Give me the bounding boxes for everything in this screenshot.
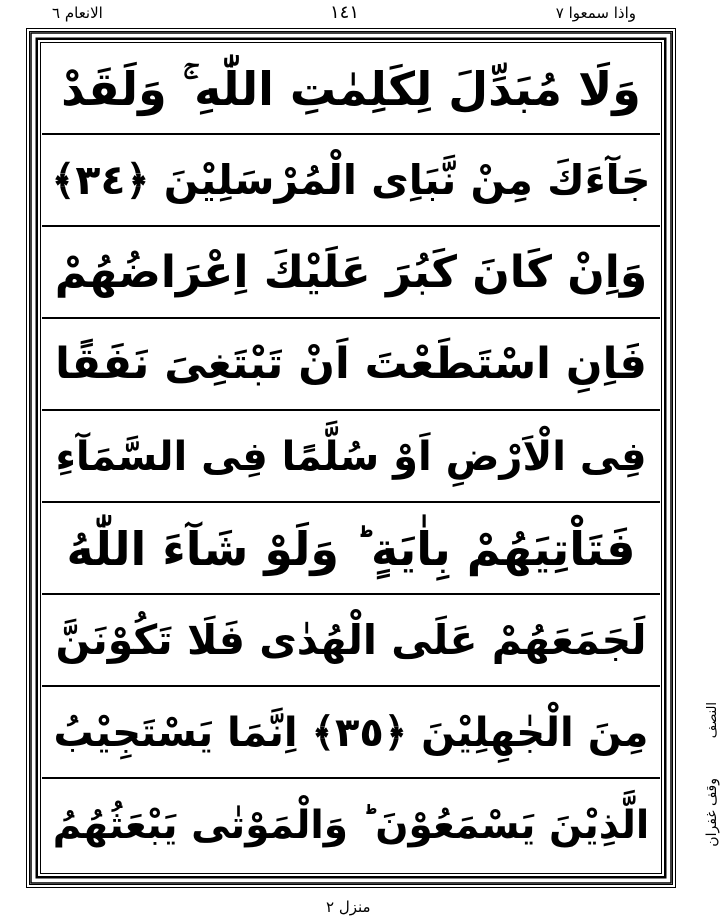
text-line-6 [42,504,660,595]
verse-text: وَلَا مُبَدِّلَ لِكَلِمٰتِ اللّٰهِ ۚ وَلَقَدْ [61,61,641,116]
verse-text: فَاِنِ اسْتَطَعْتَ اَنْ تَبْتَغِیَ نَفَقًا [55,339,647,389]
margin-note-half: النصف [705,702,720,739]
text-line-9 [42,780,660,871]
text-line-4 [42,320,660,411]
text-line-7 [42,596,660,687]
manzil-label: منزل ٢ [326,898,371,916]
verse-text: مِنَ الْجٰهِلِيْنَ ﴿٣٥﴾ اِنَّمَا يَسْتَجِيْبُ [53,709,649,756]
verse-text: فِی الْاَرْضِ اَوْ سُلَّمًا فِی السَّمَآءِ [55,433,647,480]
margin-note-waqf: وقف غفران [704,778,720,847]
surah-label: الانعام ٦ [52,4,103,22]
verse-text: لَجَمَعَهُمْ عَلَی الْهُدٰی فَلَا تَكُوْنَنَّ [55,616,647,664]
page-number: ١٤١ [330,2,360,23]
juz-label: واذا سمعوا ٧ [555,4,636,22]
text-block [42,44,660,872]
text-line-3 [42,228,660,319]
text-line-8 [42,688,660,779]
verse-text: جَآءَكَ مِنْ نَّبَاِی الْمُرْسَلِيْنَ ﴿٣٤﴾ [51,156,651,204]
text-line-2 [42,136,660,227]
verse-text: وَاِنْ كَانَ كَبُرَ عَلَيْكَ اِعْرَاضُهُمْ [54,246,648,298]
verse-text: فَتَاْتِيَهُمْ بِاٰيَةٍ ؕ وَلَوْ شَآءَ اللّٰهُ [66,521,636,576]
verse-text: الَّذِيْنَ يَسْمَعُوْنَ ؕ وَالْمَوْتٰی يَبْعَثُهُمُ [52,803,650,848]
text-line-5 [42,412,660,503]
text-line-1 [42,44,660,135]
